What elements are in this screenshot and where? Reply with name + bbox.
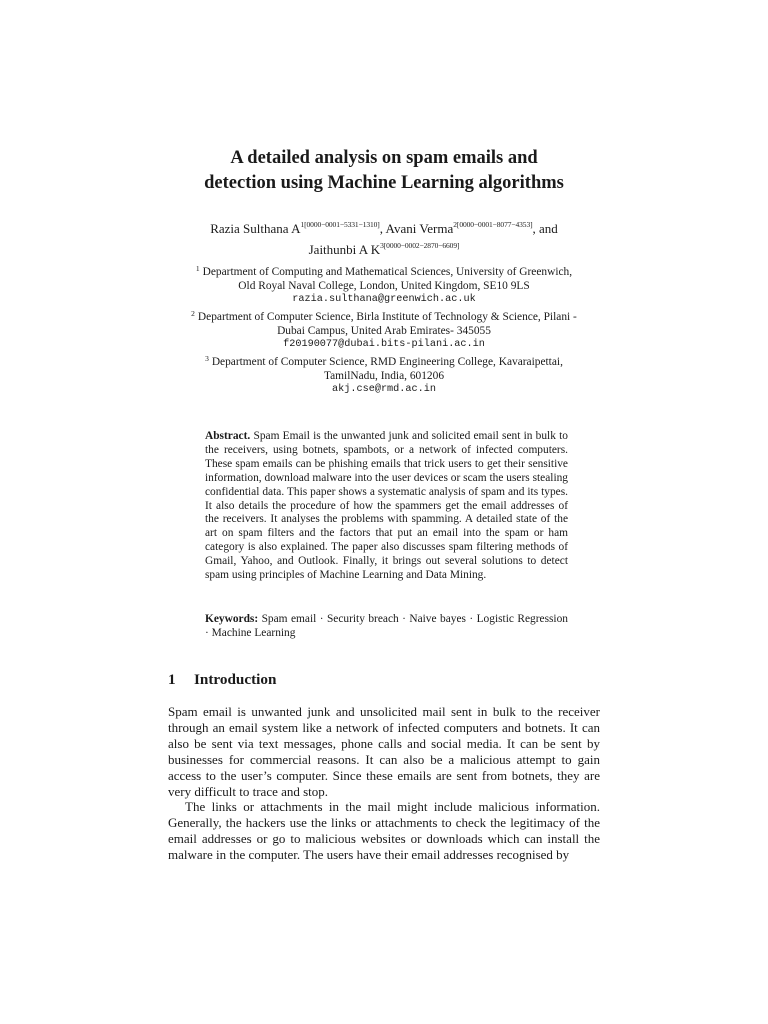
paper-title [0, 146, 768, 196]
section-title: Introduction [194, 671, 277, 688]
affiliation [160, 262, 608, 307]
affiliation-line: Old Royal Naval College, London, United Kingdom, SE10 9LS [238, 280, 530, 292]
author-affiliation-mark: 3 [380, 241, 384, 250]
author-affiliation-mark: 1 [300, 220, 305, 229]
abstract-label: Abstract. [205, 430, 251, 442]
author-line [0, 216, 768, 237]
affiliations [160, 262, 608, 397]
affiliation-line: Dubai Campus, United Arab Emirates- 345055 [277, 325, 491, 337]
author-name: Razia Sulthana A [210, 221, 301, 236]
affiliation-number: 2 [191, 309, 195, 318]
keywords [205, 613, 568, 641]
paragraph: Spam email is unwanted junk and unsolicited mail sent in bulk to the receiver through an email system like a network of infected computers and botnets. It can also be sent via text messages, phone calls and social media. It can be sent by businesses for commercial reasons. It can also be a malicious attempt to gain access to the user’s computer. Since these emails are sent from botnets, they are very difficult to trace and stop. [168, 704, 600, 799]
affiliation [160, 352, 608, 397]
author-orcid: [0000−0002−2870−6609] [383, 241, 460, 250]
affiliation-text: Department of Computer Science, Birla Institute of Technology & Science, Pilani - [197, 311, 577, 323]
affiliation-text: Department of Computer Science, RMD Engineering College, Kavaraipettai, [211, 356, 563, 368]
paragraph: The links or attachments in the mail might include malicious information. Generally, the hackers use the links or attachments to check the legitimacy of the email addresses or go to malicious websites or downloads which can install the malware in the computer. The users have their email addresses recognised by [168, 799, 600, 863]
author-affiliation-mark: 2 [453, 220, 457, 229]
author-orcid: [0000−0001−8077−4353] [456, 220, 533, 229]
abstract-text: Spam Email is the unwanted junk and solicited email sent in bulk to the receivers, using botnets, spambots, or a network of infected computers. These spam emails can be phishing emails that trick users to get their sensitive information, download malware into the user devices or scam the users stealing confidential data. This paper shows a systematic analysis of spam and its types. It also details the procedure of how the spammers get the email addresses of the receivers. It analyses the problems with spamming. A detailed state of the art on spam filters and the factors that put an email into the spam or ham category is also explained. The paper also discusses spam filtering methods of Gmail, Yahoo, and Outlook. Finally, it brings out several solutions to detect spam using principles of Machine Learning and Data Mining. [205, 430, 568, 582]
author-separator: , and [532, 221, 558, 236]
author-list [0, 216, 768, 258]
author-line [0, 237, 768, 258]
section-body [168, 704, 600, 863]
affiliation-number: 1 [195, 264, 200, 273]
affiliation-line [160, 307, 608, 324]
section-number: 1 [168, 671, 176, 688]
title-line: detection using Machine Learning algorithms [204, 173, 564, 193]
title-line: A detailed analysis on spam emails and [230, 148, 538, 168]
affiliation-line: TamilNadu, India, 601206 [323, 370, 445, 382]
section-heading [168, 670, 276, 690]
abstract [205, 430, 568, 583]
affiliation-text: Department of Computing and Mathematical Sciences, University of Greenwich, [202, 266, 573, 278]
author-name: Jaithunbi A K [308, 242, 381, 257]
affiliation [160, 307, 608, 352]
affiliation-number: 3 [205, 354, 209, 363]
keywords-label: Keywords: [205, 613, 259, 625]
author-separator: , [379, 221, 386, 236]
keywords-text: Spam email · Security breach · Naive bayes · Logistic Regression · Machine Learning [205, 613, 568, 639]
affiliation-line [160, 352, 608, 369]
affiliation-email: razia.sulthana@greenwich.ac.uk [292, 294, 476, 305]
affiliation-email: akj.cse@rmd.ac.in [332, 384, 436, 395]
author-orcid: [0000−0001−5331−1310] [304, 220, 380, 229]
author-name: Avani Verma [385, 221, 454, 236]
affiliation-email: f20190077@dubai.bits-pilani.ac.in [283, 339, 485, 350]
affiliation-line [160, 262, 608, 279]
